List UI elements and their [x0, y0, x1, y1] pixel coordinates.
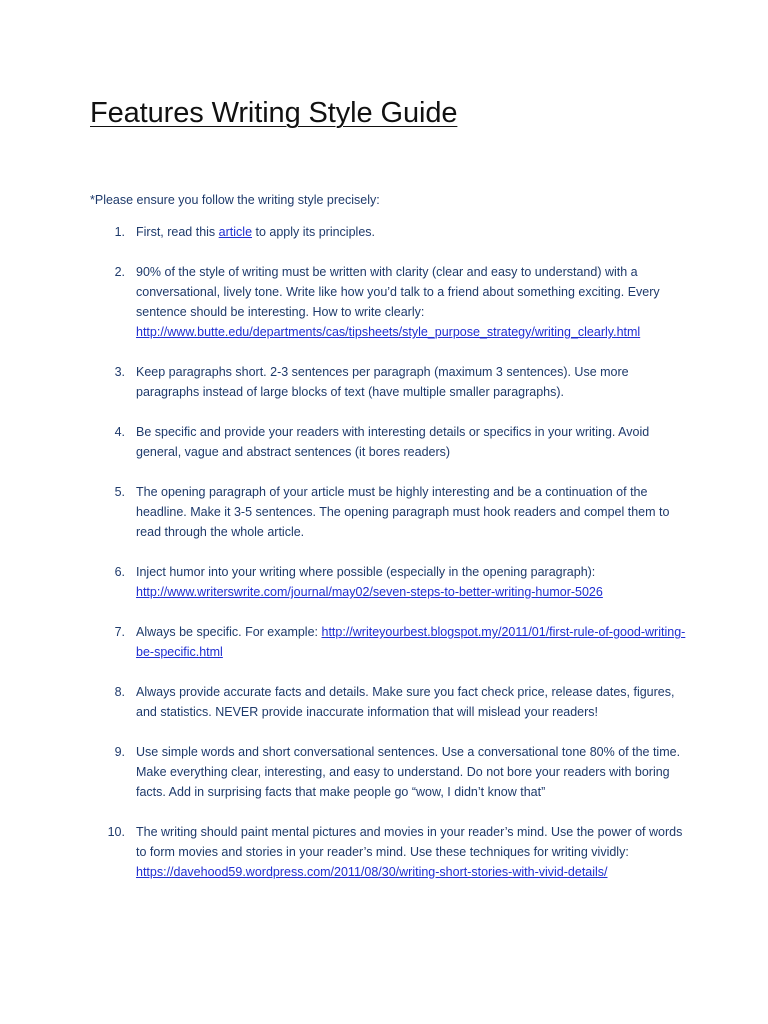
- item-text: 90% of the style of writing must be written with clarity (clear and easy to understand) with a conversational, lively tone. Write like how you’d talk to a friend about something exciting. Every sentence should be interesting. How to write clearly:: [136, 265, 660, 319]
- item-text: The opening paragraph of your article must be highly interesting and be a continuation of the headline. Make it 3-5 sentences. The opening paragraph must hook readers and compel them to read through the whole article.: [136, 485, 670, 539]
- item-text-after: to apply its principles.: [252, 225, 375, 239]
- article-link[interactable]: article: [218, 225, 253, 239]
- item-text: Inject humor into your writing where possible (especially in the opening paragraph):: [136, 565, 596, 579]
- item-number: 6.: [114, 565, 125, 579]
- writing-clearly-link[interactable]: http://www.butte.edu/departments/cas/tipsheets/style_purpose_strategy/writing_clearly.html: [136, 325, 641, 339]
- list-item: [0, 822, 692, 882]
- item-number: 7.: [114, 625, 125, 639]
- item-text: Be specific and provide your readers with interesting details or specifics in your writing. Avoid general, vague and abstract sentences (it bores readers): [136, 425, 650, 459]
- item-number: 2.: [114, 265, 125, 279]
- list-item: [0, 362, 692, 402]
- item-number: 9.: [114, 745, 125, 759]
- list-item: [0, 622, 692, 662]
- item-text: Always provide accurate facts and details. Make sure you fact check price, release dates, figures, and statistics. NEVER provide inaccurate information that will mislead your readers!: [136, 685, 675, 719]
- guideline-list: [0, 222, 768, 902]
- list-item: [0, 262, 692, 342]
- intro-text: *Please ensure you follow the writing style precisely:: [90, 193, 380, 207]
- list-item: [0, 482, 692, 542]
- item-text: First, read this: [136, 225, 219, 239]
- item-number: 3.: [114, 365, 125, 379]
- item-text: Keep paragraphs short. 2-3 sentences per paragraph (maximum 3 sentences). Use more paragraphs instead of large blocks of text (have multiple smaller paragraphs).: [136, 365, 629, 399]
- list-item: [0, 742, 692, 802]
- page-title: Features Writing Style Guide: [90, 97, 458, 129]
- item-text: Always be specific. For example:: [136, 625, 322, 639]
- list-item: [0, 682, 692, 722]
- vivid-details-link[interactable]: https://davehood59.wordpress.com/2011/08/30/writing-short-stories-with-vivid-details/: [136, 865, 608, 879]
- list-item: [0, 422, 692, 462]
- list-item: [0, 222, 692, 242]
- item-number: 4.: [114, 425, 125, 439]
- item-number: 1.: [114, 225, 125, 239]
- list-item: [0, 562, 692, 602]
- item-number: 5.: [114, 485, 125, 499]
- be-specific-link[interactable]: http://writeyourbest.blogspot.my/2011/01/first-rule-of-good-writing-be-specific.html: [136, 625, 686, 659]
- item-text: Use simple words and short conversational sentences. Use a conversational tone 80% of the time. Make everything clear, interesting, and easy to understand. Do not bore your readers with boring facts. Add in surprising facts that make people go “wow, I didn’t know that”: [136, 745, 681, 799]
- item-number: 10.: [107, 825, 125, 839]
- item-number: 8.: [114, 685, 125, 699]
- item-text: The writing should paint mental pictures and movies in your reader’s mind. Use the power of words to form movies and stories in your reader’s mind. Use these techniques for writing vividly:: [136, 825, 683, 859]
- humor-link[interactable]: http://www.writerswrite.com/journal/may02/seven-steps-to-better-writing-humor-5026: [136, 585, 603, 599]
